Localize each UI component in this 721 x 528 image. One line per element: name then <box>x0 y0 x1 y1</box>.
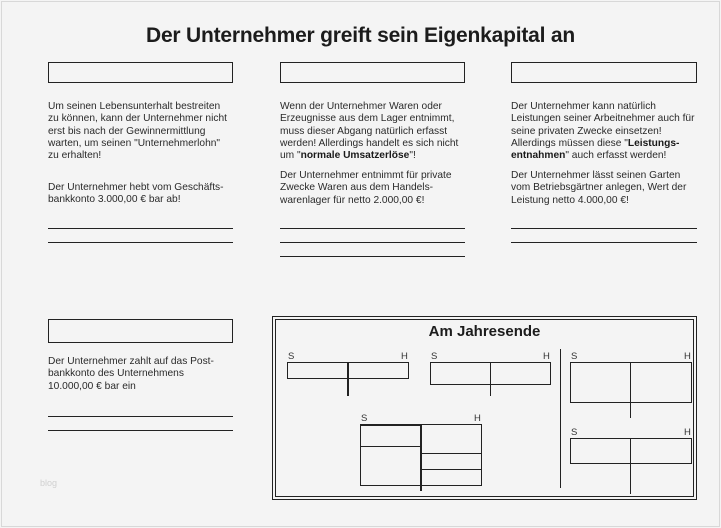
heading-input-box-4[interactable] <box>48 319 233 343</box>
answer-line[interactable] <box>511 242 697 243</box>
t-account-row-line <box>360 446 421 447</box>
credit-label: H <box>401 351 408 362</box>
task-text-2: Der Unternehmer entnimmt für private Zwecke Waren aus dem Handels- warenlager für netto 2.000,00 €! <box>280 170 452 206</box>
debit-label: S <box>431 351 438 362</box>
t-account-3[interactable] <box>570 362 692 403</box>
task-text-4: Der Unternehmer zahlt auf das Post- bankkonto des Unternehmens 10.000,00 € bar ein <box>48 356 214 392</box>
intro-text-3: Der Unternehmer kann natürlich Leistungen seiner Arbeitnehmer auch für seine privaten Zwecke einsetzen! Allerdings müssen diese "Leistungs- entnahmen" auch erfasst werden! <box>511 101 695 162</box>
intro-text-1: Um seinen Lebensunterhalt bestreiten zu können, kann der Unternehmer nicht erst bis nach der Gewinnermittlung warten, um seinen "Unternehmerlohn" zu erhalten! <box>48 101 227 162</box>
year-end-title: Am Jahresende <box>428 323 541 340</box>
heading-input-box-3[interactable] <box>511 62 697 83</box>
panel-separator <box>560 349 561 488</box>
credit-label: H <box>474 413 481 424</box>
answer-line[interactable] <box>280 256 465 257</box>
answer-line[interactable] <box>280 242 465 243</box>
answer-line[interactable] <box>48 430 233 431</box>
t-account-divider <box>347 362 349 396</box>
credit-label: H <box>684 427 691 438</box>
year-end-panel <box>272 316 697 500</box>
t-account-top-bar <box>360 424 421 426</box>
task-text-3: Der Unternehmer lässt seinen Garten vom Betriebsgärtner anlegen, Wert der Leistung netto 4.000,00 €! <box>511 170 687 206</box>
t-account-divider <box>420 424 422 491</box>
t-account-divider <box>630 362 631 418</box>
answer-line[interactable] <box>48 228 233 229</box>
debit-label: S <box>571 351 578 362</box>
answer-line[interactable] <box>48 242 233 243</box>
credit-label: H <box>543 351 550 362</box>
debit-label: S <box>361 413 368 424</box>
debit-label: S <box>571 427 578 438</box>
t-account-5[interactable] <box>570 438 692 464</box>
t-account-row-line <box>421 469 482 470</box>
intro-text-2: Wenn der Unternehmer Waren oder Erzeugnisse aus dem Lager entnimmt, muss dieser Abgang natürlich erfasst werden! Allerdings handelt es sich nicht um "normale Umsatzerlöse"! <box>280 101 459 162</box>
year-end-panel-inner-border <box>275 319 694 497</box>
t-account-divider <box>490 362 491 396</box>
t-account-divider <box>630 438 631 494</box>
t-account-row-line <box>421 453 482 454</box>
task-text-1: Der Unternehmer hebt vom Geschäfts- bankkonto 3.000,00 € bar ab! <box>48 182 224 206</box>
debit-label: S <box>288 351 295 362</box>
page-title: Der Unternehmer greift sein Eigenkapital an <box>145 24 576 47</box>
watermark: blog <box>40 478 58 488</box>
credit-label: H <box>684 351 691 362</box>
answer-line[interactable] <box>280 228 465 229</box>
answer-line[interactable] <box>511 228 697 229</box>
answer-line[interactable] <box>48 416 233 417</box>
heading-input-box-1[interactable] <box>48 62 233 83</box>
heading-input-box-2[interactable] <box>280 62 465 83</box>
